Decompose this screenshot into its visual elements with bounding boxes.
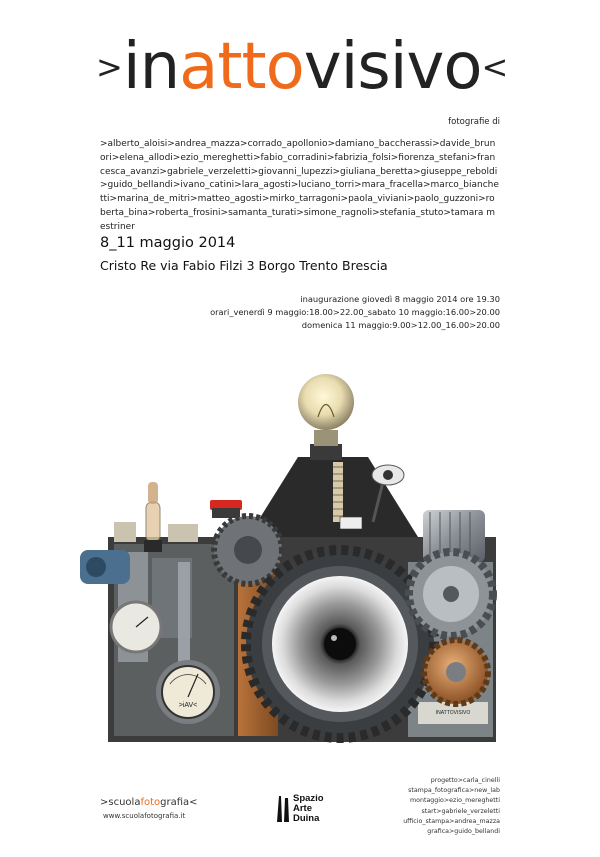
school-logo-text	[100, 797, 198, 808]
opening-hours	[210, 293, 500, 333]
event-venue: Cristo Re via Fabio Filzi 3 Borgo Trento Brescia	[100, 258, 388, 273]
poster-title	[96, 30, 516, 104]
scuola-fotografia-logo	[100, 797, 198, 820]
credit-line: ufficio_stampa>andrea_mazza	[403, 817, 500, 825]
credit-line: stampa_fotografica>new_lab	[408, 787, 500, 795]
gauge-label: >iAV<	[178, 702, 198, 709]
figures-icon	[276, 794, 290, 824]
spazio-words	[293, 794, 324, 825]
event-date: 8_11 maggio 2014	[100, 235, 236, 251]
photographers-list: >alberto_aloisi>andrea_mazza>corrado_apollonio>damiano_baccherassi>davide_brunori>elena_allodi>ezio_mereghetti>fabio_corradini>fabrizia_folsi>fiorenza_stefani>francesca_avanzi>gabriele_verzeletti>giovanni_lupezzi>giuliana_beretta>giuseppe_reboldi>guido_bellandi>ivano_catini>lara_agosti>luciano_torri>mara_fracella>marco_bianchetti>marina_de_mitri>matteo_agosti>mirko_tarragoni>paola_viviani>paolo_guzzoni>roberta_bina>roberta_frosini>samanta_turati>simone_ragnoli>stefania_stuto>tamara mestriner	[100, 139, 499, 232]
spazio-line: Arte	[293, 803, 313, 815]
credit-line: start>gabriele_verzeletti	[421, 807, 500, 815]
title-open-arrow: >	[96, 48, 123, 86]
credit-line: montaggio>ezio_mereghetti	[410, 797, 500, 805]
eye-machine-artwork	[78, 362, 528, 747]
spazio-line: Spazio	[293, 793, 324, 804]
spazio-arte-duina-logo	[276, 794, 324, 825]
school-logo-prefix: >scuola	[100, 797, 141, 808]
title-part-in: in	[122, 30, 180, 104]
hours-line: domenica 11 maggio:9.00>12.00_16.00>20.00	[301, 320, 500, 331]
credit-line: grafica>guido_bellandi	[427, 828, 500, 836]
plate-label: INATTOVISIVO	[435, 710, 471, 716]
school-logo-suffix: grafia<	[160, 797, 198, 808]
credit-line: progetto>carla_cinelli	[430, 777, 500, 784]
school-url: www.scuolafotografia.it	[103, 812, 186, 820]
hours-line: inaugurazione giovedì 8 maggio 2014 ore 19.30	[300, 294, 500, 304]
title-part-atto: atto	[179, 30, 304, 104]
title-close-arrow: <	[481, 48, 509, 86]
title-part-visivo: visivo	[303, 30, 482, 104]
spazio-line: Duina	[293, 813, 320, 825]
subtitle: fotografie di	[448, 117, 500, 127]
school-logo-mid: foto	[140, 797, 161, 808]
hours-line: orari_venerdì 9 maggio:18.00>22.00_sabato 10 maggio:16.00>20.00	[210, 307, 500, 318]
credits-list	[403, 776, 500, 837]
